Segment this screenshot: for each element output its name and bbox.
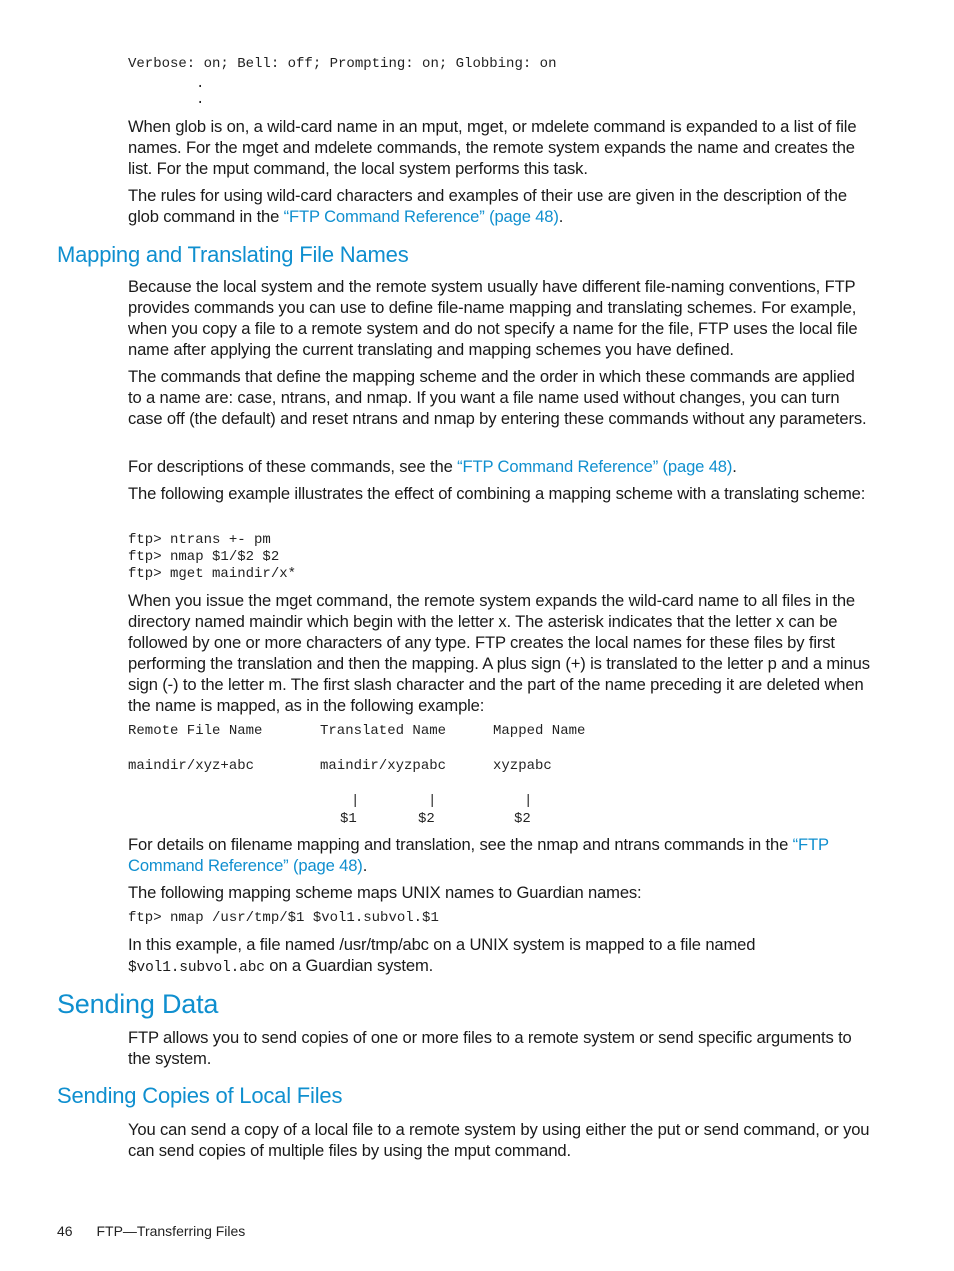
paragraph-mapped-example bbox=[128, 934, 870, 979]
paragraph-sending-data: FTP allows you to send copies of one or more files to a remote system or send specific arguments to the system. bbox=[128, 1028, 852, 1068]
section-heading-mapping: Mapping and Translating File Names bbox=[57, 242, 409, 267]
paragraph-descriptions bbox=[128, 456, 870, 477]
code-line: ftp> nmap /usr/tmp/$1 $vol1.subvol.$1 bbox=[128, 910, 439, 926]
paragraph-example-intro: The following example illustrates the effect of combining a mapping scheme with a translating scheme: bbox=[128, 484, 866, 503]
code-line: ftp> ntrans +- pm bbox=[128, 532, 271, 548]
code-line: ftp> nmap $1/$2 $2 bbox=[128, 549, 280, 565]
code-line: ftp> mget maindir/x* bbox=[128, 566, 297, 582]
mapping-variable: $2 bbox=[418, 811, 435, 827]
mapping-variable: $2 bbox=[514, 811, 531, 827]
paragraph-mget-explanation: When you issue the mget command, the remote system expands the wild-card name to all files in the directory named maindir which begin with the letter x. The asterisk indicates that the letter x can be followed by one or more characters of any type. FTP creates the local names for these files by first performing the translation and then the mapping. A plus sign (+) is translated to the letter p and a minus sign (-) to the letter m. The first slash character and the part of the name preceding it are deleted when the name is mapped, as in the following example: bbox=[128, 591, 870, 715]
text: on a Guardian system. bbox=[264, 956, 434, 975]
page-number: 46 bbox=[57, 1223, 73, 1239]
table-cell: maindir/xyz+abc bbox=[128, 758, 255, 774]
text: In this example, a file named /usr/tmp/abc on a UNIX system is mapped to a file named bbox=[128, 935, 756, 954]
paragraph-unix-guardian: The following mapping scheme maps UNIX names to Guardian names: bbox=[128, 883, 642, 902]
ftp-command-reference-link[interactable]: “FTP Command Reference” (page 48) bbox=[457, 457, 733, 476]
code-ellipsis-dot: . bbox=[196, 76, 205, 92]
paragraph-mapping-intro: Because the local system and the remote system usually have different file-naming conventions, FTP provides commands you can use to define file-name mapping and translating schemes. For example, when you copy a file to a remote system and do not specify a name for the file, FTP uses the local file name after applying the current translating and mapping schemes you have defined. bbox=[128, 277, 858, 359]
text: For descriptions of these commands, see the bbox=[128, 457, 458, 476]
mapping-bar: | bbox=[351, 793, 360, 809]
mapping-variable: $1 bbox=[340, 811, 357, 827]
code-ellipsis-dot: . bbox=[196, 92, 205, 108]
table-header: Mapped Name bbox=[493, 723, 586, 739]
paragraph-glob: When glob is on, a wild-card name in an mput, mget, or mdelete command is expanded to a list of file names. For the mget and mdelete commands, the remote system expands the name and creates the list. For the mput command, the local system performs this task. bbox=[128, 117, 857, 178]
text: . bbox=[558, 207, 564, 226]
paragraph-sending-copies: You can send a copy of a local file to a remote system by using either the put or send command, or you can send copies of multiple files by using the mput command. bbox=[128, 1120, 870, 1160]
mapping-bar: | bbox=[524, 793, 533, 809]
table-cell: xyzpabc bbox=[493, 758, 552, 774]
section-heading-sending-copies: Sending Copies of Local Files bbox=[57, 1083, 343, 1108]
page-footer bbox=[57, 1223, 245, 1239]
mapping-bar: | bbox=[428, 793, 437, 809]
paragraph-mapping-commands: The commands that define the mapping scheme and the order in which these commands are applied to a name are: case, ntrans, and nmap. If you want a file name used without changes, you can turn case off (the default) and reset ntrans and nmap by entering these commands without any parameters. bbox=[128, 367, 867, 428]
paragraph-details bbox=[128, 834, 870, 876]
text: For details on filename mapping and translation, see the nmap and ntrans commands in the bbox=[128, 835, 793, 854]
table-header: Remote File Name bbox=[128, 723, 263, 739]
table-cell: maindir/xyzpabc bbox=[320, 758, 447, 774]
text: . bbox=[732, 457, 737, 476]
code-status-line: Verbose: on; Bell: off; Prompting: on; Globbing: on bbox=[128, 56, 557, 72]
inline-code: $vol1.subvol.abc bbox=[128, 960, 265, 976]
table-header: Translated Name bbox=[320, 723, 447, 739]
paragraph-glob-rules bbox=[128, 185, 870, 227]
ftp-command-reference-link[interactable]: “FTP Command Reference” (page 48) bbox=[128, 835, 829, 875]
ftp-command-reference-link[interactable]: “FTP Command Reference” (page 48) bbox=[283, 207, 559, 226]
footer-title: FTP—Transferring Files bbox=[96, 1223, 246, 1239]
section-heading-sending-data: Sending Data bbox=[57, 989, 219, 1019]
text: . bbox=[362, 856, 368, 875]
text: The rules for using wild-card characters and examples of their use are given in the description of the glob command in the bbox=[128, 186, 847, 226]
